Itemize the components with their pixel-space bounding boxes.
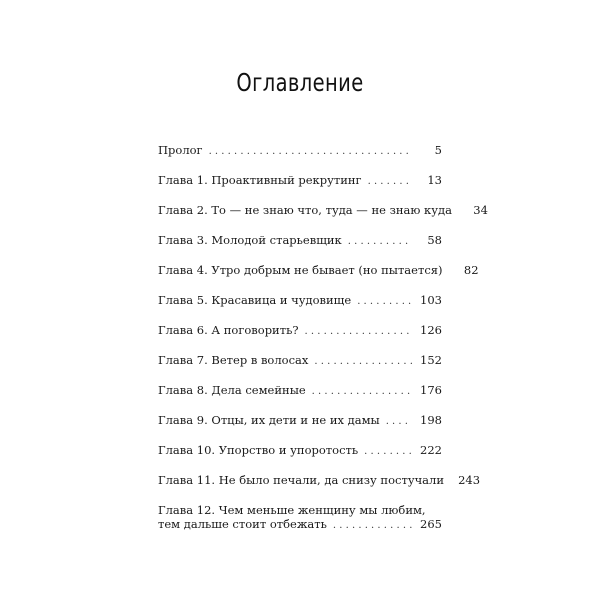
dot-leader [314,355,412,369]
toc-entry-page: 152 [420,353,442,367]
toc-entry-page: 34 [473,203,488,217]
toc-entry-page: 265 [420,517,442,531]
toc-entry-page: 13 [427,173,442,187]
toc-entry-label: Глава 11. Не было печали, да снизу постучали [158,473,445,487]
toc-entry-label-first-line: Глава 12. Чем меньше женщину мы любим, [158,503,426,517]
toc-entry-label: Глава 3. Молодой старьевщик [158,233,342,247]
toc-entry-chapter-4 [158,263,479,293]
toc-entry-chapter-1 [158,173,442,203]
toc-title: Оглавление [236,68,364,97]
toc-entry-chapter-2 [158,203,488,233]
toc-entry-page: 198 [420,413,442,427]
toc-entry-chapter-7 [158,353,442,383]
toc-entry-page: 243 [458,473,481,487]
toc-entry-label: Глава 1. Проактивный рекрутинг [158,173,362,187]
toc-entry-page: 176 [420,383,442,397]
toc-entry-label: Пролог [158,143,203,157]
dot-leader [364,445,412,459]
table-of-contents [158,143,488,545]
toc-entry-page: 222 [420,443,442,457]
toc-entry-page: 126 [420,323,442,337]
dot-leader [357,295,412,309]
toc-entry-page: 58 [427,233,442,247]
toc-entry-label: Глава 7. Ветер в волосах [158,353,309,367]
toc-entry-label: Глава 4. Утро добрым не бывает (но пытается) [158,263,443,277]
dot-leader [305,325,412,339]
toc-entry-chapter-8 [158,383,442,413]
toc-entry-chapter-9 [158,413,442,443]
toc-entry-page: 82 [463,263,479,277]
toc-entry-label: Глава 8. Дела семейные [158,383,306,397]
toc-entry-chapter-10 [158,443,442,473]
dot-leader [368,175,412,189]
toc-entry-prologue [158,143,442,173]
toc-entry-label: Глава 2. То — не знаю что, туда — не знаю куда [158,203,452,217]
toc-entry-page: 103 [420,293,442,307]
toc-entry-label: Глава 5. Красавица и чудовище [158,293,352,307]
toc-entry-chapter-12 [158,503,442,545]
dot-leader [348,235,412,249]
toc-entry-chapter-11 [158,473,481,503]
toc-entry-label: Глава 6. А поговорить? [158,323,299,337]
dot-leader [312,385,412,399]
toc-entry-label: Глава 10. Упорство и упоротость [158,443,359,457]
toc-entry-label: Глава 9. Отцы, их дети и не их дамы [158,413,380,427]
dot-leader [386,415,412,429]
dot-leader [209,145,412,159]
dot-leader [333,519,412,533]
toc-entry-chapter-6 [158,323,442,353]
toc-entry-chapter-3 [158,233,442,263]
toc-entry-page: 5 [434,143,442,157]
toc-entry-chapter-5 [158,293,442,323]
toc-entry-label: тем дальше стоит отбежать [158,517,327,531]
